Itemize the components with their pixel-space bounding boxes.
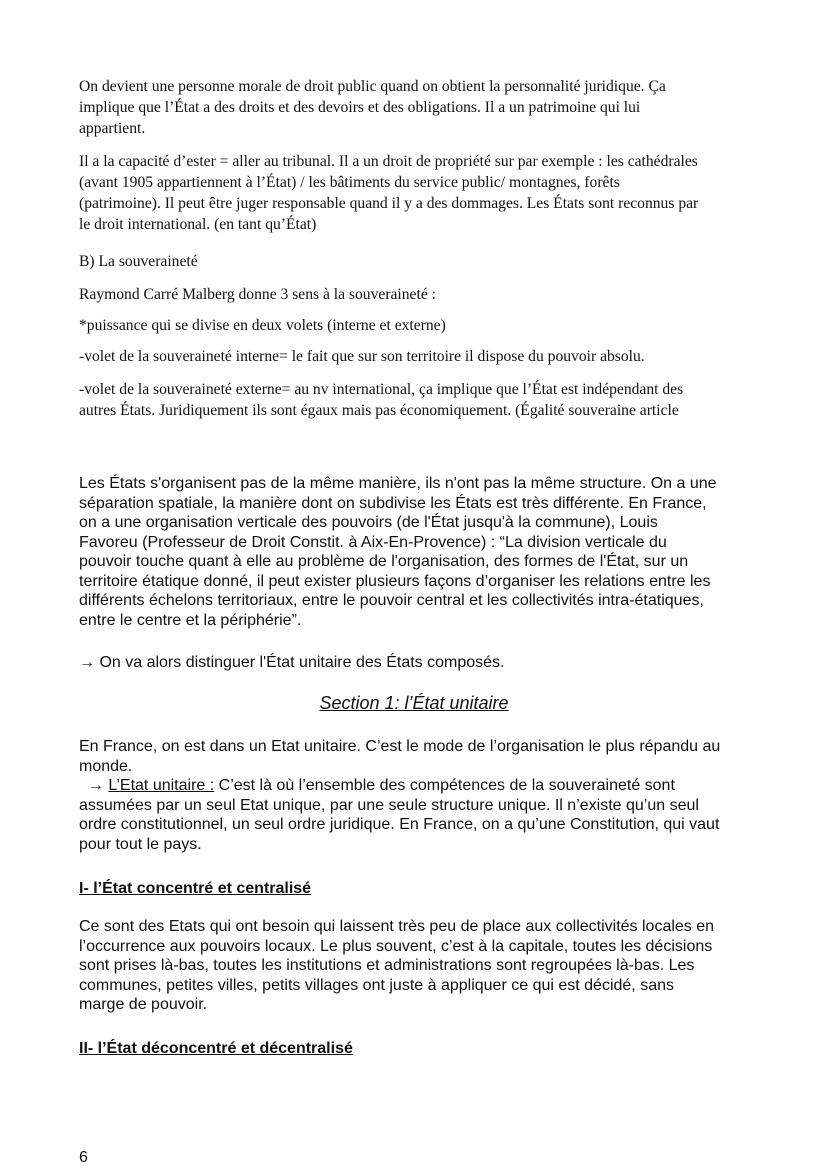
paragraph-line: Les États s'organisent pas de la même manière, ils n'ont pas la même structure. On a une xyxy=(79,475,717,492)
heading-1: I- l’État concentré et centralisé xyxy=(79,880,312,897)
paragraph-line: Il a la capacité d’ester = aller au tribunal. Il a un droit de propriété sur par exemple : les cathédrales xyxy=(79,153,698,170)
paragraph-line: communes, petites villes, petits villages ont juste à appliquer ce qui est décidé, sans xyxy=(79,976,674,994)
paragraph-line: Ce sont des Etats qui ont besoin qui laissent très peu de place aux collectivités locales en xyxy=(79,918,715,935)
definition-term: L’Etat unitaire : xyxy=(108,777,215,794)
definition-text: C’est là où l’ensemble des compétences de la souveraineté sont xyxy=(214,777,675,794)
paragraph-line: On devient une personne morale de droit public quand on obtient la personnalité juridique. Ça xyxy=(79,78,666,95)
paragraph-line: le droit international. (en tant qu’État) xyxy=(79,216,317,233)
paragraph-line: ordre constitutionnel, un seul ordre juridique. En France, on a qu’une Constitution, qui vaut xyxy=(79,816,720,833)
paragraph-line: En France, on est dans un Etat unitaire. C’est le mode de l’organisation le plus répandu au xyxy=(79,738,721,755)
paragraph-line: monde. xyxy=(79,757,133,775)
paragraph-line: assumées par un seul Etat unique, par une seule structure unique. Il n’existe qu’un seul xyxy=(79,796,699,814)
section-title: Section 1: l’État unitaire xyxy=(319,693,509,713)
paragraph-line: l’occurrence aux pouvoirs locaux. Le plus souvent, c’est à la capitale, toutes les décisions xyxy=(79,937,713,955)
paragraph-line xyxy=(79,776,675,795)
paragraph-line: Raymond Carré Malberg donne 3 sens à la souveraineté : xyxy=(79,286,436,303)
paragraph-line: territoire étatique donné, il peut exister plusieurs façons d’organiser les relations entre les xyxy=(79,572,711,590)
paragraph-line: -volet de la souveraineté externe= au nv international, ça implique que l’État est indépendant des xyxy=(79,381,684,398)
paragraph-line: (patrimoine). Il peut être juger responsable quand il y a des dommages. Les États sont reconnus par xyxy=(79,195,699,212)
paragraph-line: séparation spatiale, la manière dont on subdivise les États est très différente. En France, xyxy=(79,494,707,512)
paragraph-line: Favoreu (Professeur de Droit Constit. à Aix-En-Provence) : “La division verticale du xyxy=(79,533,667,551)
page-number: 6 xyxy=(79,1149,88,1166)
heading-2: II- l’État déconcentré et décentralisé xyxy=(79,1040,353,1057)
paragraph-line: *puissance qui se divise en deux volets (interne et externe) xyxy=(79,317,446,334)
arrow: → xyxy=(79,777,109,794)
paragraph-line: entre le centre et la périphérie”. xyxy=(79,611,302,629)
paragraph-line: autres États. Juridiquement ils sont égaux mais pas économiquement. (Égalité souveraine article xyxy=(79,402,679,419)
paragraph-line: implique que l’État a des droits et des devoirs et des obligations. Il a un patrimoine qui lui xyxy=(79,99,641,116)
paragraph-line: -volet de la souveraineté interne= le fait que sur son territoire il dispose du pouvoir absolu. xyxy=(79,348,645,365)
paragraph-line: on a une organisation verticale des pouvoirs (de l'État jusqu'à la commune), Louis xyxy=(79,514,658,531)
paragraph-line: appartient. xyxy=(79,120,146,137)
paragraph-line: (avant 1905 appartiennent à l’État) / les bâtiments du service public/ montagnes, forêts xyxy=(79,174,620,191)
paragraph-line: sont prises là-bas, toutes les institutions et administrations sont regroupées là-bas. Les xyxy=(79,957,695,974)
paragraph-line: pouvoir touche quant à elle au problème de l'organisation, des formes de l'État, sur un xyxy=(79,553,689,570)
subsection-heading: B) La souveraineté xyxy=(79,253,198,270)
paragraph-line: pour tout le pays. xyxy=(79,835,202,853)
paragraph-line: marge de pouvoir. xyxy=(79,996,208,1013)
paragraph-line: différents échelons territoriaux, entre le pouvoir central et les collectivités intra-étatiques, xyxy=(79,592,704,609)
paragraph-line: → On va alors distinguer l'État unitaire des États composés. xyxy=(79,654,505,671)
